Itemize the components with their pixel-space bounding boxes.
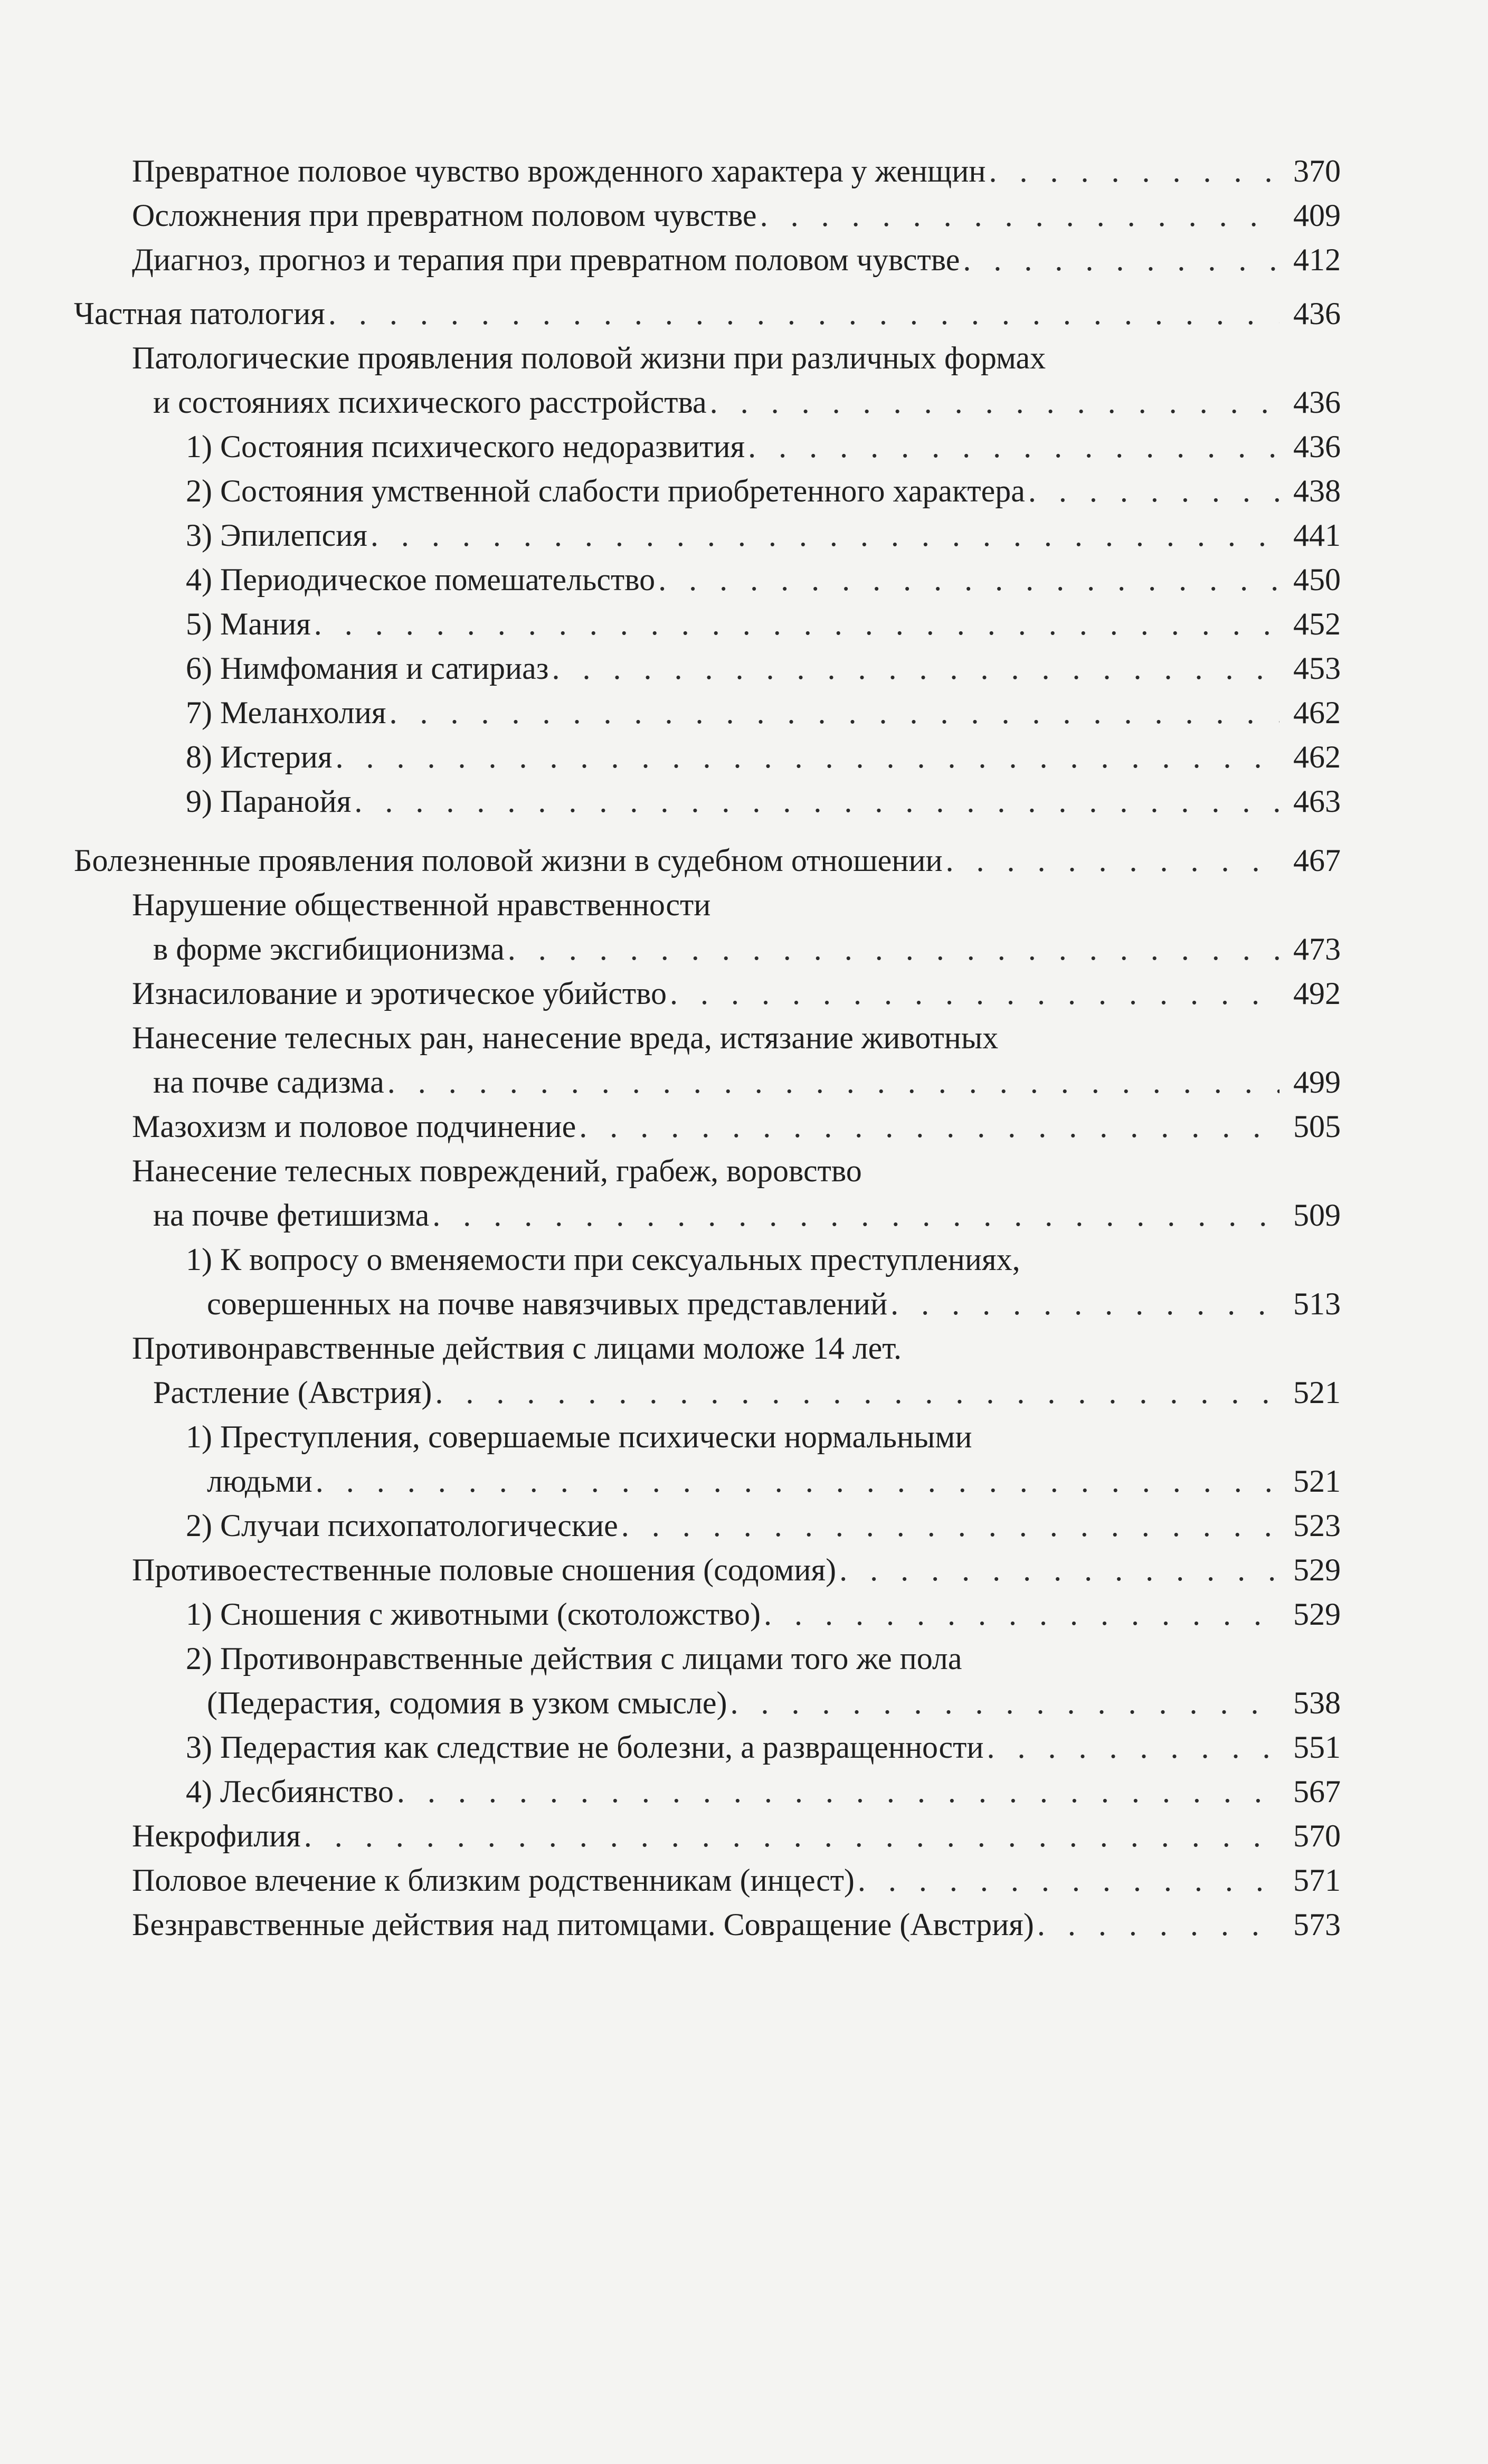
toc-entry: [74, 1149, 1341, 1237]
toc-subentry: [74, 1415, 1341, 1503]
toc-entry-title-cont: совершенных на почве навязчивых представлений: [207, 1286, 888, 1321]
toc-subentry: [74, 469, 1341, 513]
toc-entry-title-cont: на почве фетишизма: [153, 1198, 430, 1233]
leader-dots: [1028, 469, 1280, 513]
toc-entry-page: 521: [1293, 1464, 1341, 1499]
leader-dots: [764, 1592, 1280, 1636]
leader-dots: [1037, 1902, 1280, 1947]
toc-entry-title-cont: в форме эксгибиционизма: [153, 932, 505, 966]
toc-entry-title: Изнасилование и эротическое убийство: [132, 976, 667, 1011]
toc-entry-title: 7) Меланхолия: [186, 695, 386, 730]
toc-section-title: Частная патология: [74, 296, 325, 331]
toc-entry-title: Некрофилия: [132, 1818, 301, 1853]
toc-entry-page: 492: [1293, 976, 1341, 1011]
toc-entry-page: 523: [1293, 1508, 1341, 1543]
toc-subentry: [74, 602, 1341, 646]
toc-subentry: [74, 735, 1341, 779]
leader-dots: [987, 1725, 1280, 1769]
toc-entry: [74, 1858, 1341, 1902]
toc-entry-page: 370: [1293, 154, 1341, 188]
toc-entry: [74, 149, 1341, 193]
leader-dots: [710, 380, 1280, 424]
toc-entry-title: 1) Преступления, совершаемые психически нормальными: [186, 1419, 972, 1454]
toc-entry: [74, 1326, 1341, 1415]
toc-entry-title: 3) Педерастия как следствие не болезни, а развращенности: [186, 1730, 984, 1765]
toc-entry: [74, 971, 1341, 1016]
leader-dots: [658, 557, 1280, 602]
toc-subentry: [74, 1769, 1341, 1814]
toc-entry-page: 538: [1293, 1685, 1341, 1720]
toc-entry-page: 452: [1293, 606, 1341, 641]
toc-entry: [74, 1814, 1341, 1858]
toc-entry-page: 499: [1293, 1065, 1341, 1100]
toc-entry: [74, 1902, 1341, 1947]
toc-entry-title: Безнравственные действия над питомцами. Совращение (Австрия): [132, 1907, 1034, 1942]
toc-entry-page: 441: [1293, 518, 1341, 553]
toc-entry-title: Патологические проявления половой жизни при различных формах: [132, 340, 1046, 375]
toc-entry-title-cont: и состояниях психического расстройства: [153, 385, 707, 420]
toc-entry-page: 513: [1293, 1286, 1341, 1321]
toc-entry: [74, 238, 1341, 282]
leader-dots: [304, 1814, 1280, 1858]
toc-entry-page: 509: [1293, 1198, 1341, 1233]
toc-entry-title-cont: (Педерастия, содомия в узком смысле): [207, 1685, 727, 1720]
toc-entry-page: 573: [1293, 1907, 1341, 1942]
toc-entry-page: 409: [1293, 198, 1341, 233]
toc-entry: [74, 1016, 1341, 1104]
toc-entry: [74, 193, 1341, 238]
toc-entry-title: Диагноз, прогноз и терапия при превратном половом чувстве: [132, 242, 960, 277]
toc-subentry: [74, 646, 1341, 690]
leader-dots: [552, 646, 1280, 690]
toc-entry-page: 463: [1293, 784, 1341, 819]
toc-subentry: [74, 513, 1341, 557]
toc-entry: [74, 1548, 1341, 1592]
toc-entry-title: 1) К вопросу о вменяемости при сексуальных преступлениях,: [186, 1242, 1020, 1277]
leader-dots: [328, 291, 1280, 336]
toc-entry-title: 6) Нимфомания и сатириаз: [186, 651, 549, 686]
toc-subentry: [74, 779, 1341, 823]
toc-subentry: [74, 1237, 1341, 1326]
toc-entry: [74, 1104, 1341, 1149]
toc-entry-page: 529: [1293, 1597, 1341, 1632]
toc-subentry: [74, 1636, 1341, 1725]
toc-entry-page: 473: [1293, 932, 1341, 966]
leader-dots: [397, 1769, 1280, 1814]
leader-dots: [839, 1548, 1280, 1592]
toc-entry-title: Половое влечение к близким родственникам (инцест): [132, 1863, 855, 1898]
toc-entry-title-cont: Растление (Австрия): [153, 1375, 432, 1410]
table-of-contents: [74, 149, 1341, 1947]
toc-entry-title: 1) Состояния психического недоразвития: [186, 429, 745, 464]
leader-dots: [387, 1060, 1280, 1104]
toc-entry-page: 453: [1293, 651, 1341, 686]
toc-entry-title: Мазохизм и половое подчинение: [132, 1109, 576, 1144]
leader-dots: [731, 1681, 1280, 1725]
toc-entry-title: 2) Случаи психопатологические: [186, 1508, 618, 1543]
toc-entry-title-cont: на почве садизма: [153, 1065, 384, 1100]
toc-entry-title: Противоестественные половые сношения (содомия): [132, 1552, 837, 1587]
toc-subentry: [74, 557, 1341, 602]
leader-dots: [858, 1858, 1280, 1902]
leader-dots: [579, 1104, 1280, 1149]
toc-entry-page: 521: [1293, 1375, 1341, 1410]
toc-entry-title: 8) Истерия: [186, 740, 333, 774]
toc-entry-title: 5) Мания: [186, 606, 311, 641]
toc-entry: [74, 336, 1341, 424]
toc-entry-page: 436: [1293, 429, 1341, 464]
toc-section: [74, 838, 1341, 883]
toc-entry-page: 529: [1293, 1552, 1341, 1587]
leader-dots: [314, 602, 1280, 646]
leader-dots: [748, 424, 1280, 469]
toc-subentry: [74, 1503, 1341, 1548]
toc-entry-page: 505: [1293, 1109, 1341, 1144]
toc-entry-title: 2) Противонравственные действия с лицами того же пола: [186, 1641, 962, 1676]
toc-entry-title-cont: людьми: [207, 1464, 312, 1499]
toc-entry: [74, 883, 1341, 971]
leader-dots: [670, 971, 1280, 1016]
toc-entry-title: 2) Состояния умственной слабости приобретенного характера: [186, 473, 1025, 508]
toc-entry-page: 462: [1293, 695, 1341, 730]
toc-entry-title: 4) Лесбиянство: [186, 1774, 394, 1809]
toc-subentry: [74, 424, 1341, 469]
toc-section: [74, 291, 1341, 336]
toc-entry-title: Нарушение общественной нравственности: [132, 887, 711, 922]
leader-dots: [890, 1282, 1280, 1326]
toc-entry-title: Осложнения при превратном половом чувстве: [132, 198, 757, 233]
leader-dots: [435, 1370, 1280, 1415]
toc-entry-title: Нанесение телесных ран, нанесение вреда, истязание животных: [132, 1020, 999, 1055]
toc-subentry: [74, 690, 1341, 735]
leader-dots: [389, 690, 1280, 735]
leader-dots: [316, 1459, 1280, 1503]
toc-entry-page: 570: [1293, 1818, 1341, 1853]
toc-entry-page: 436: [1293, 385, 1341, 420]
toc-subentry: [74, 1592, 1341, 1636]
toc-entry-page: 567: [1293, 1774, 1341, 1809]
leader-dots: [621, 1503, 1280, 1548]
toc-entry-title: 3) Эпилепсия: [186, 518, 367, 553]
toc-entry-title: Превратное половое чувство врожденного характера у женщин: [132, 154, 986, 188]
toc-entry-title: 1) Сношения с животными (скотоложство): [186, 1597, 761, 1632]
toc-section-title: Болезненные проявления половой жизни в судебном отношении: [74, 843, 943, 878]
toc-entry-page: 412: [1293, 242, 1341, 277]
toc-entry-page: 450: [1293, 562, 1341, 597]
toc-entry-title: Нанесение телесных повреждений, грабеж, воровство: [132, 1153, 862, 1188]
leader-dots: [760, 193, 1280, 238]
leader-dots: [963, 238, 1280, 282]
toc-entry-page: 462: [1293, 740, 1341, 774]
leader-dots: [508, 927, 1280, 971]
toc-entry-title: Противонравственные действия с лицами моложе 14 лет.: [132, 1331, 902, 1366]
toc-entry-page: 467: [1293, 843, 1341, 878]
leader-dots: [371, 513, 1280, 557]
leader-dots: [432, 1193, 1280, 1237]
toc-entry-page: 571: [1293, 1863, 1341, 1898]
toc-entry-title: 9) Паранойя: [186, 784, 352, 819]
leader-dots: [946, 838, 1280, 883]
leader-dots: [336, 735, 1280, 779]
toc-entry-page: 551: [1293, 1730, 1341, 1765]
toc-entry-page: 438: [1293, 473, 1341, 508]
leader-dots: [989, 149, 1280, 193]
toc-subentry: [74, 1725, 1341, 1769]
leader-dots: [354, 779, 1280, 823]
toc-entry-title: 4) Периодическое помешательство: [186, 562, 656, 597]
toc-entry-page: 436: [1293, 296, 1341, 331]
